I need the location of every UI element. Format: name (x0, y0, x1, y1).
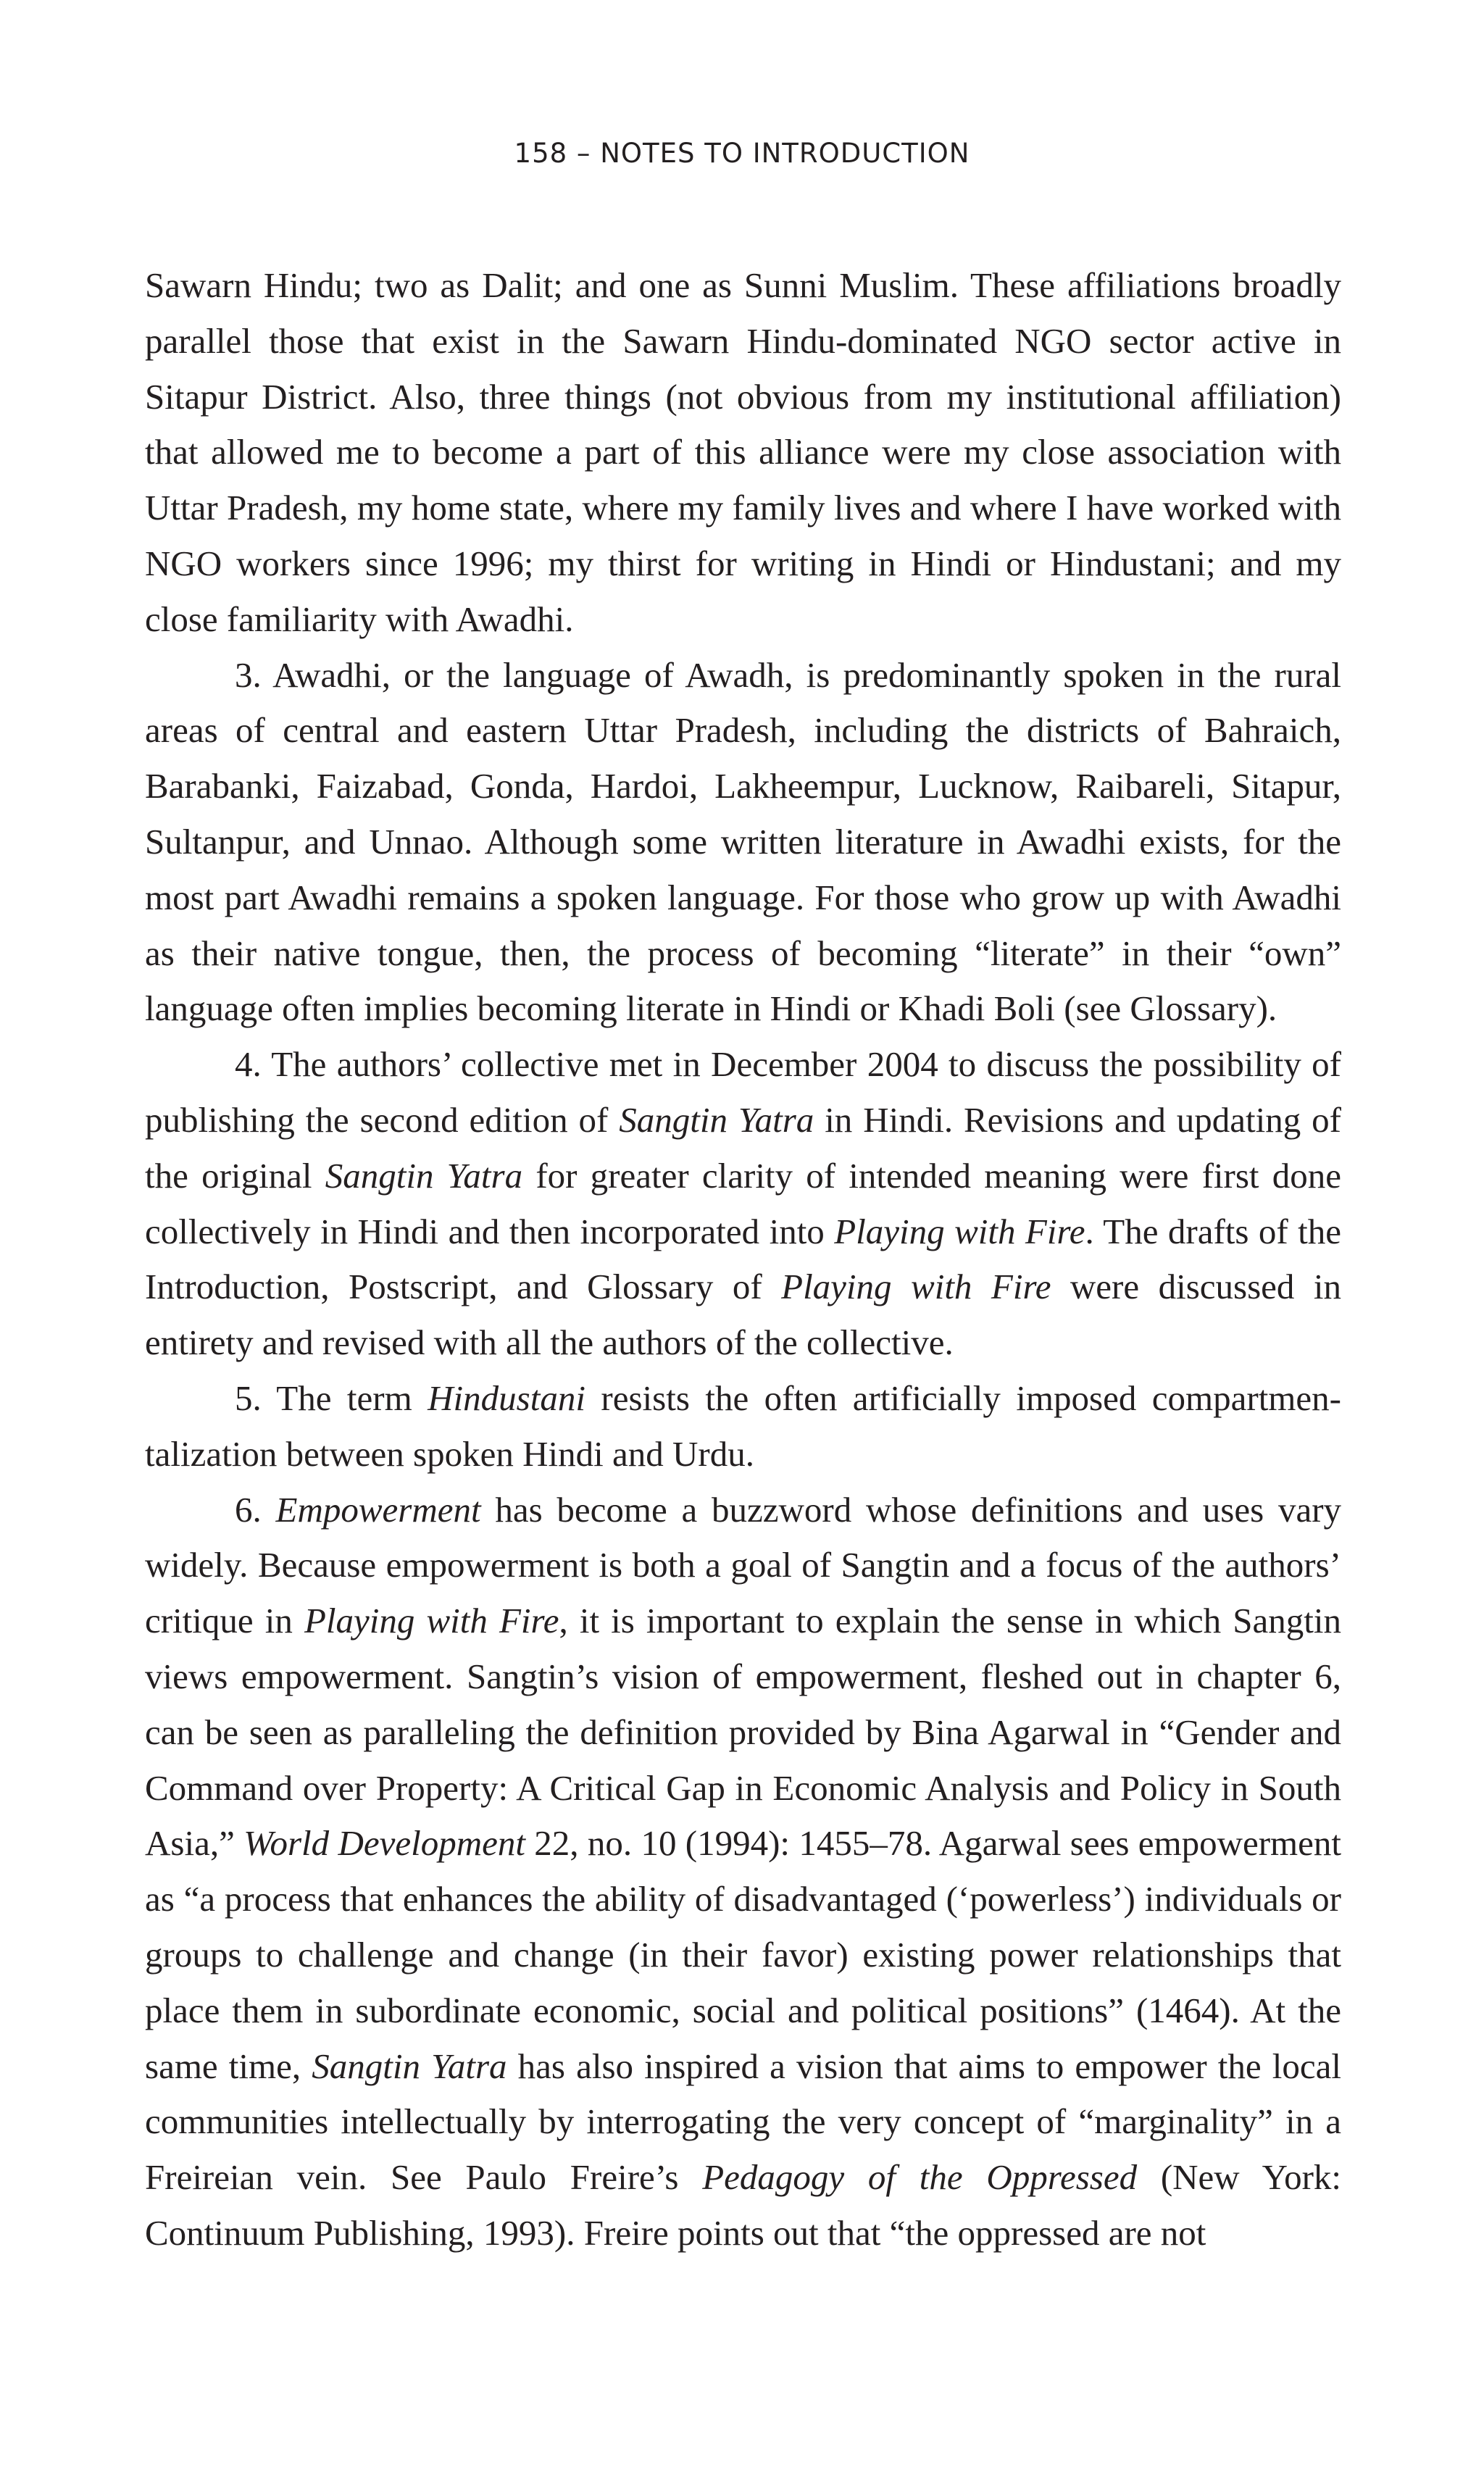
book-title: Playing with Fire (781, 1267, 1051, 1307)
note-text: . The drafts of the Introduction, Postscript, and Glossary of (145, 1211, 1341, 1307)
term: Hindustani (428, 1377, 585, 1418)
term: Empowerment (275, 1489, 481, 1530)
note-5 (145, 1371, 1341, 1483)
note-4 (145, 1037, 1341, 1371)
note-text: resists the often artificially imposed compartmentalization between spoken Hindi and Urdu. (145, 1377, 1341, 1474)
book-title: Pedagogy of the Oppressed (702, 2157, 1138, 2198)
note-text: in Hindi. Revisions and updating of the original (145, 1099, 1341, 1196)
note-text: 22, no. 10 (1994): 1455–78. Agarwal sees empowerment as “a process that enhances the ability of disadvantaged (‘powerless’) individuals or groups to challenge and change (in their favor) existing power relationships that place them in subordinate economic, social and political positions” (1464). At the same time, (145, 1823, 1342, 2086)
note-text: 5. The term (235, 1377, 428, 1418)
note-text: were discussed in entirety and revised with all the authors of the collective. (145, 1267, 1341, 1363)
note-text: (New York: Continuum Publishing, 1993). Freire points out that “the oppressed are not (145, 2157, 1341, 2253)
note-text: has also inspired a vision that aims to empower the local communities intellectually by interrogating the very concept of “marginality” in a Freireian vein. See Paulo Freire’s (145, 2046, 1341, 2198)
book-title: Playing with Fire (834, 1211, 1085, 1251)
note-text: Sawarn Hindu; two as Dalit; and one as Sunni Muslim. These affiliations broadly parallel those that exist in the Sawarn Hindu-dominated NGO sector active in Sitapur District. Also, three things (not obvious from my institutional affiliation) that allowed me to become a part of this alliance were my close association with Uttar Pradesh, my home state, where my family lives and where I have worked with NGO workers since 1996; my thirst for writing in Hindi or Hindustani; and my close familiarity with Awadhi. (145, 265, 1341, 639)
running-head: 158 – NOTES TO INTRODUCTION (514, 138, 970, 169)
note-2-continuation (145, 258, 1341, 648)
note-text: , it is important to explain the sense in which Sangtin views empowerment. Sangtin’s vision of empowerment, fleshed out in chapter 6, can be seen as paralleling the definition provided by Bina Agarwal in “Gender and Command over Property: A Critical Gap in Economic Analysis and Policy in South Asia,” (145, 1601, 1341, 1864)
book-title: Sangtin Yatra (325, 1155, 523, 1196)
note-3 (145, 648, 1341, 1038)
book-title: Playing with Fire (304, 1601, 559, 1641)
note-text: 3. Awadhi, or the language of Awadh, is predominantly spoken in the rural areas of central and eastern Uttar Pradesh, including the districts of Bahraich, Barabanki, Faizabad, Gonda, Hardoi, Lakheempur, Lucknow, Raibareli, Sitapur, Sultanpur, and Unnao. Although some written literature in Awadhi exists, for the most part Awadhi remains a spoken language. For those who grow up with Awadhi as their native tongue, then, the process of becoming “literate” in their “own” language often implies becoming literate in Hindi or Khadi Boli (see Glossary). (145, 654, 1341, 1029)
note-text: has become a buzzword whose definitions and uses vary widely. Because empowerment is both a goal of Sangtin and a focus of the authors’ critique in (145, 1489, 1342, 1641)
book-title: Sangtin Yatra (619, 1099, 814, 1140)
note-text: 4. The authors’ collective met in December 2004 to discuss the possibility of publishing the second edition of (145, 1044, 1341, 1140)
journal-title: World Development (243, 1823, 525, 1864)
book-title: Sangtin Yatra (312, 2046, 507, 2086)
note-text: 6. (235, 1489, 276, 1530)
note-text: for greater clarity of intended meaning were first done collectively in Hindi and then incorporated into (145, 1155, 1341, 1251)
notes-body (145, 258, 1341, 2261)
note-6 (145, 1483, 1341, 2261)
